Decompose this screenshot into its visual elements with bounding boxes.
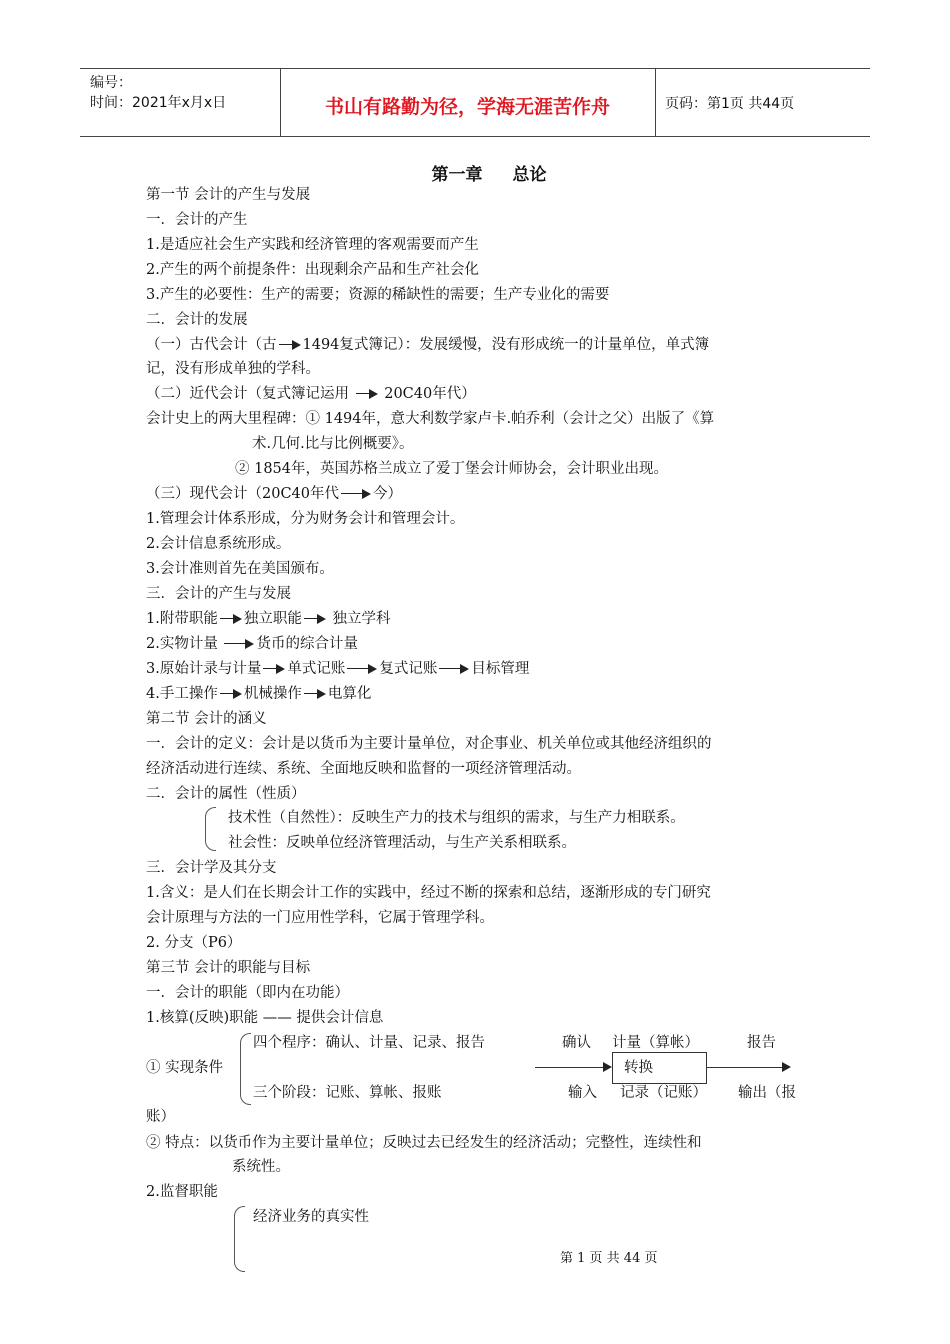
text-line: ① 实现条件	[146, 1060, 224, 1076]
text-line: 2.会计信息系统形成。	[146, 536, 291, 552]
text-fragment: 目标管理	[471, 661, 530, 677]
header-page-number: 页码：第1页 共44页	[665, 96, 795, 112]
text-line	[146, 609, 390, 629]
text-line: 记，没有形成单独的学科。	[146, 361, 320, 377]
text-fragment: 1.附带职能	[146, 611, 218, 627]
text-fragment: 独立职能	[243, 611, 302, 627]
text-fragment: 机械操作	[243, 686, 302, 702]
text-line: 系统性。	[232, 1159, 290, 1175]
text-line	[146, 484, 402, 504]
page-footer: 第 1 页 共 44 页	[560, 1251, 658, 1266]
header-motto: 书山有路勤为径，学海无涯苦作舟	[324, 96, 610, 118]
text-fragment: 20C40年代）	[384, 386, 476, 402]
arrow-icon	[224, 639, 254, 649]
subsection-heading: 一．会计的职能（即内在功能）	[146, 985, 349, 1001]
text-line: 经济活动进行连续、系统、全面地反映和监督的一项经济管理活动。	[146, 761, 581, 777]
text-line: 经济业务的真实性	[253, 1209, 369, 1225]
header-code: 编号：	[90, 75, 132, 91]
text-line: 三个阶段：记账、算帐、报账	[253, 1085, 442, 1101]
text-line: 会计原理与方法的一门应用性学科，它属于管理学科。	[146, 910, 494, 926]
text-line: 2.监督职能	[146, 1184, 218, 1200]
text-fragment: 复式记账	[379, 661, 438, 677]
text-line: 3.产生的必要性：生产的需要；资源的稀缺性的需要；生产专业化的需要	[146, 287, 610, 303]
arrow-icon	[304, 689, 326, 699]
text-line: 1.是适应社会生产实践和经济管理的客观需要而产生	[146, 237, 479, 253]
text-fragment: 货币的综合计量	[256, 636, 358, 652]
text-fragment: （一）古代会计（古	[146, 337, 277, 353]
text-line: 1.含义：是人们在长期会计工作的实践中，经过不断的探索和总结，逐渐形成的专门研究	[146, 885, 711, 901]
text-fragment: 2.实物计量	[146, 636, 218, 652]
chapter-number: 第一章	[431, 165, 483, 185]
flow-label-record: 记录（记账）	[620, 1085, 707, 1101]
arrow-icon	[304, 614, 326, 624]
chapter-name: 总论	[512, 165, 547, 185]
text-line: 3.会计准则首先在美国颁布。	[146, 561, 334, 577]
text-line: 账）	[146, 1109, 175, 1125]
text-line	[146, 659, 529, 679]
text-line: 2. 分支（P6）	[146, 935, 242, 951]
section-heading: 第二节 会计的涵义	[146, 711, 267, 727]
subsection-heading: 一．会计的产生	[146, 212, 248, 228]
header-time: 时间：2021年x月x日	[90, 95, 227, 111]
text-line	[146, 384, 476, 404]
text-line: 2.产生的两个前提条件：出现剩余产品和生产社会化	[146, 262, 479, 278]
text-fragment: 4.手工操作	[146, 686, 218, 702]
text-line: ② 特点：以货币作为主要计量单位；反映过去已经发生的经济活动；完整性，连续性和	[146, 1135, 702, 1151]
flow-label-convert: 转换	[624, 1060, 653, 1076]
subsection-heading: 二．会计的属性（性质）	[146, 786, 306, 802]
arrow-icon	[439, 664, 469, 674]
text-fragment: 电算化	[327, 686, 372, 702]
text-line: 术.几何.比与比例概要》。	[252, 436, 414, 452]
text-fragment: （三）现代会计（20C40年代	[146, 486, 339, 502]
text-line	[146, 335, 709, 355]
text-line: 1.核算(反映)职能 —— 提供会计信息	[146, 1010, 384, 1026]
text-fragment: 单式记账	[287, 661, 346, 677]
flow-line	[706, 1067, 784, 1068]
brace-icon	[234, 1206, 245, 1272]
section-heading: 第一节 会计的产生与发展	[146, 187, 311, 203]
arrow-icon	[603, 1062, 612, 1072]
subsection-heading: 三．会计学及其分支	[146, 860, 277, 876]
text-line: 技术性（自然性）：反映生产力的技术与组织的需求，与生产力相联系。	[228, 810, 685, 826]
flow-label-output: 输出（报	[738, 1085, 796, 1101]
text-line: 四个程序：确认、计量、记录、报告	[253, 1035, 485, 1051]
flow-label-report: 报告	[747, 1035, 776, 1051]
text-line: 一．会计的定义：会计是以货币为主要计量单位，对企事业、机关单位或其他经济组织的	[146, 736, 712, 752]
text-fragment: （二）近代会计（复式簿记运用	[146, 386, 349, 402]
arrow-icon	[263, 664, 285, 674]
header-divider	[655, 69, 656, 136]
text-line: ② 1854年，英国苏格兰成立了爱丁堡会计师协会，会计职业出现。	[235, 461, 669, 477]
arrow-icon	[782, 1062, 791, 1072]
arrow-icon	[341, 489, 371, 499]
arrow-icon	[220, 614, 242, 624]
brace-icon	[205, 807, 216, 851]
arrow-icon	[347, 664, 377, 674]
arrow-icon	[279, 340, 301, 350]
flow-label-measure: 计量（算帐）	[612, 1035, 699, 1051]
subsection-heading: 三．会计的产生与发展	[146, 586, 291, 602]
text-line: 1.管理会计体系形成，分为财务会计和管理会计。	[146, 511, 465, 527]
text-line	[146, 684, 371, 704]
text-line: 社会性：反映单位经济管理活动，与生产关系相联系。	[228, 835, 576, 851]
flow-label-confirm: 确认	[562, 1035, 591, 1051]
subsection-heading: 二．会计的发展	[146, 312, 248, 328]
arrow-icon	[356, 389, 378, 399]
arrow-icon	[220, 689, 242, 699]
text-line	[146, 634, 358, 654]
document-header	[80, 68, 870, 137]
flow-line	[535, 1067, 605, 1068]
flow-label-input: 输入	[568, 1085, 597, 1101]
chapter-title	[0, 160, 950, 185]
text-fragment: 3.原始计录与计量	[146, 661, 262, 677]
text-fragment: 1494复式簿记）：发展缓慢，没有形成统一的计量单位，单式簿	[302, 337, 710, 353]
text-fragment: 今）	[373, 486, 402, 502]
text-fragment: 独立学科	[332, 611, 391, 627]
brace-icon	[240, 1033, 251, 1105]
section-heading: 第三节 会计的职能与目标	[146, 960, 311, 976]
header-meta	[90, 73, 226, 113]
text-line: 会计史上的两大里程碑：① 1494年，意大利数学家卢卡.帕乔利（会计之父）出版了《算	[146, 411, 715, 427]
